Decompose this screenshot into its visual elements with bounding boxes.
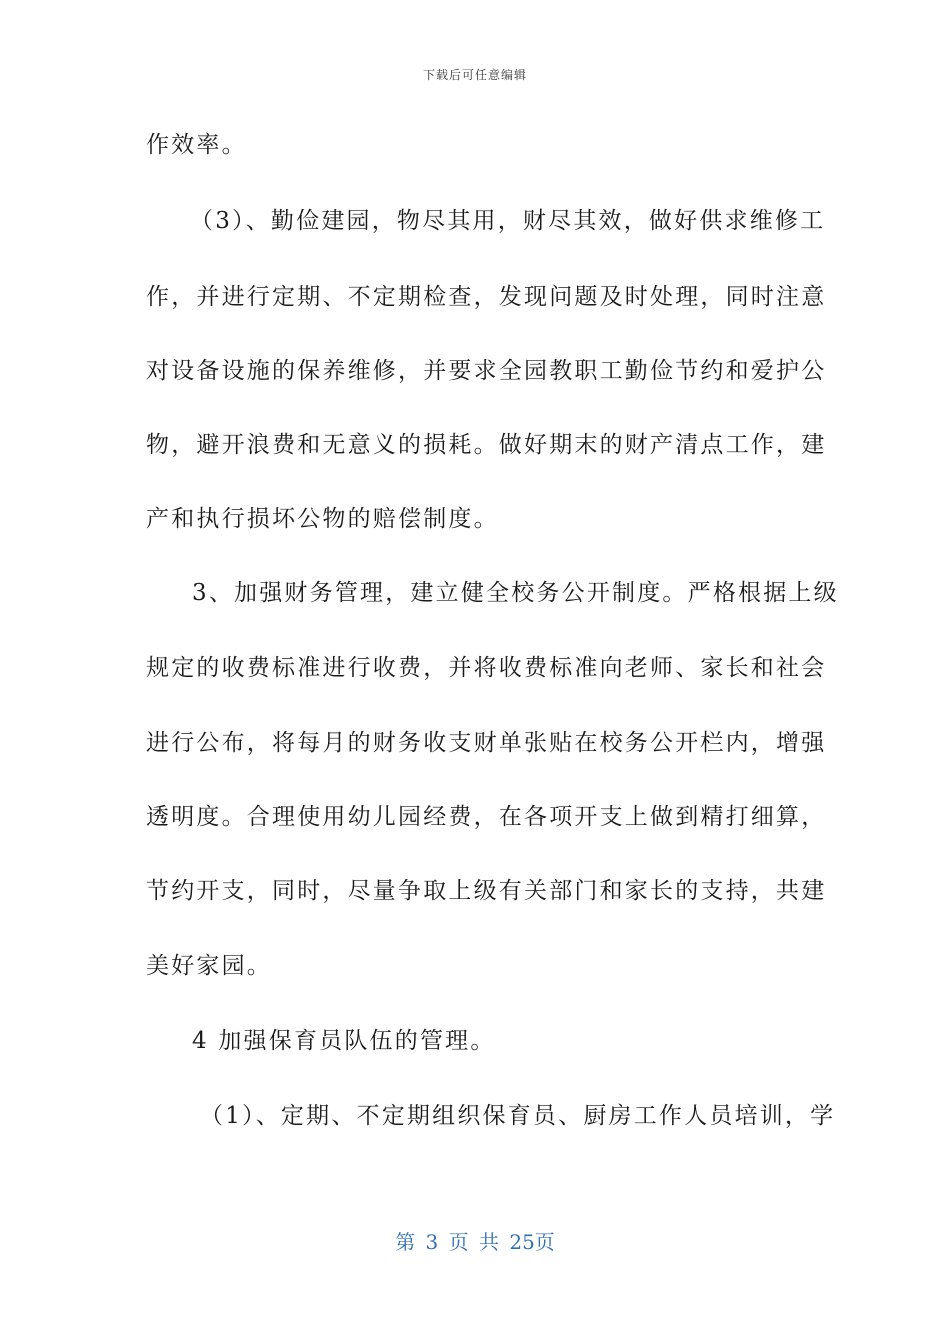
body-line-9: 进行公布，将每月的财务收支财单张贴在校务公开栏内，增强 xyxy=(146,730,827,756)
body-line-4: 对设备设施的保养维修，并要求全园教职工勤俭节约和爱护公 xyxy=(146,358,827,384)
page-header-note: 下载后可任意编辑 xyxy=(422,68,527,82)
body-line-1: 作效率。 xyxy=(146,132,247,158)
body-line-14: （1）、定期、不定期组织保育员、厨房工作人员培训，学 xyxy=(200,1103,836,1129)
body-line-8: 规定的收费标准进行收费，并将收费标准向老师、家长和社会 xyxy=(146,655,827,681)
body-line-5: 物，避开浪费和无意义的损耗。做好期末的财产清点工作，建 xyxy=(146,432,827,458)
body-line-3: 作，并进行定期、不定期检查，发现问题及时处理，同时注意 xyxy=(146,284,827,310)
body-line-2: （3）、勤俭建园，物尽其用，财尽其效，做好供求维修工 xyxy=(190,208,826,234)
body-line-10: 透明度。合理使用幼儿园经费，在各项开支上做到精打细算， xyxy=(146,804,827,830)
body-line-12: 美好家园。 xyxy=(146,953,272,979)
body-line-6: 产和执行损坏公物的赔偿制度。 xyxy=(146,506,499,532)
page-number-footer: 第 3 页 共 25页 xyxy=(395,1230,555,1254)
body-line-7: 3、加强财务管理，建立健全校务公开制度。严格根据上级 xyxy=(192,580,839,606)
body-line-11: 节约开支，同时，尽量争取上级有关部门和家长的支持，共建 xyxy=(146,878,827,904)
body-line-13: 4 加强保育员队伍的管理。 xyxy=(192,1028,496,1054)
